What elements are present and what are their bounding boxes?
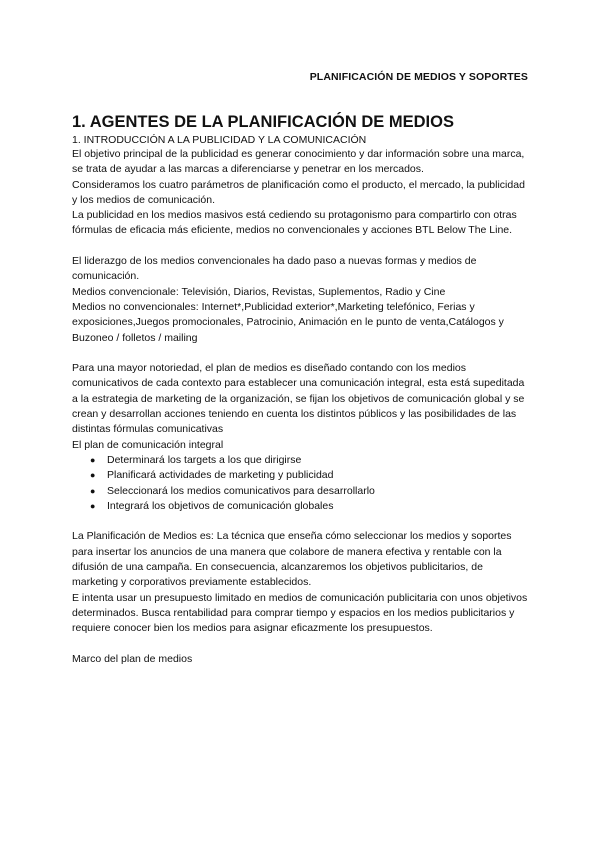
paragraph-media-planning: La Planificación de Medios es: La técnica que enseña cómo seleccionar los medios y soportes para insertar los anuncios de una manera que colabore de manera efectiva y rentable con la difusión de una campaña. En consecuencia, alcanzaremos los objetivos publicitarios, de marketing y corporativos previamente establecidos.: [72, 530, 512, 589]
section-heading: 1. AGENTES DE LA PLANIFICACIÓN DE MEDIOS: [72, 113, 454, 131]
bullet-icon: ●: [90, 500, 96, 511]
section-subheading: 1. INTRODUCCIÓN A LA PUBLICIDAD Y LA COMUNICACIÓN: [72, 134, 367, 146]
bullet-icon: ●: [90, 485, 96, 496]
bullet-icon: ●: [90, 470, 96, 481]
paragraph-objective: El objetivo principal de la publicidad es generar conocimiento y dar información sobre una marca, se trata de ayudar a las marcas a diferenciarse y penetrar en los mercados.: [72, 148, 525, 176]
paragraph-parameters: Consideramos los cuatro parámetros de planificación como el producto, el mercado, la publicidad y los medios de comunicación.: [72, 178, 525, 206]
paragraph-non-conventional-media: Medios no convencionales: Internet*,Publicidad exterior*,Marketing telefónico, Ferias y exposiciones,Juegos promocionales, Patrocinio, Animación en le punto de venta,Catálogos y Buzoneo / folletos / mailing: [72, 300, 504, 344]
paragraph-mass-media: La publicidad en los medios masivos está cediendo su protagonismo para compartirlo con otras fórmulas de eficacia más eficiente, medios no convencionales y acciones BTL Below The Line.: [72, 209, 517, 237]
page-header-title: PLANIFICACIÓN DE MEDIOS Y SOPORTES: [309, 71, 528, 83]
list-item: [72, 484, 528, 499]
bullet-icon: ●: [90, 454, 96, 465]
list-item: [72, 468, 528, 483]
paragraph-notoriety: Para una mayor notoriedad, el plan de medios es diseñado contando con los medios comunicativos de cada contexto para establecer una comunicación integral, esta está supeditada a la estrategia de marketing de la organización, se fijan los objetivos de comunicación global y se crean y desarrollan acciones teniendo en cuenta los distintos públicos y las posibilidades de las distintas fórmulas comunicativas: [72, 362, 525, 436]
paragraph-budget: E intenta usar un presupuesto limitado en medios de comunicación publicitaria con unos objetivos determinados. Busca rentabilidad para comprar tiempo y espacios en los medios publicitarios y requiere conocer bien los medios para asignar eficazmente los presupuestos.: [72, 591, 528, 635]
paragraph-conventional-media: Medios convencionale: Televisión, Diarios, Revistas, Suplementos, Radio y Cine: [72, 285, 446, 298]
list-item-text: Integrará los objetivos de comunicación globales: [107, 499, 334, 512]
plan-list: [72, 453, 528, 514]
document-body: [72, 113, 528, 667]
list-item-text: Determinará los targets a los que dirigirse: [107, 453, 302, 466]
list-item-text: Seleccionará los medios comunicativos para desarrollarlo: [107, 484, 375, 497]
paragraph-plan-title: El plan de comunicación integral: [72, 438, 224, 451]
list-item: [72, 453, 528, 468]
paragraph-framework: Marco del plan de medios: [72, 652, 193, 665]
list-item: [72, 499, 528, 514]
list-item-text: Planificará actividades de marketing y publicidad: [107, 469, 334, 482]
paragraph-leadership: El liderazgo de los medios convencionales ha dado paso a nuevas formas y medios de comunicación.: [72, 255, 477, 283]
